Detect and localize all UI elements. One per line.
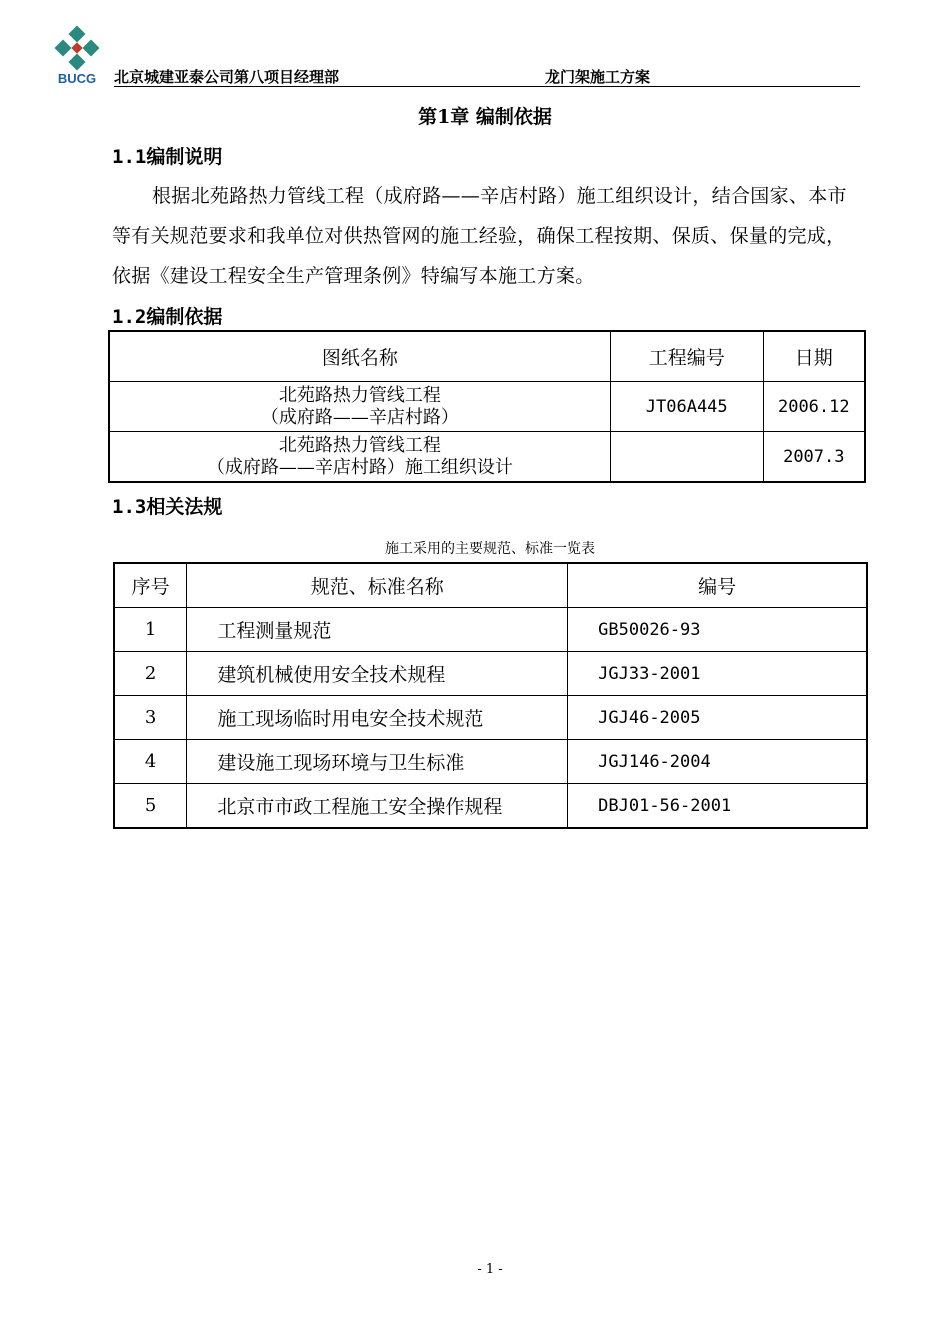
header-cell: 日期 <box>763 331 865 382</box>
page-header <box>52 26 860 88</box>
standard-name-cell: 建筑机械使用安全技术规程 <box>187 652 568 696</box>
standard-code-cell: DBJ01-56-2001 <box>568 784 867 829</box>
header-cell: 图纸名称 <box>109 331 610 382</box>
section-number: 1.3 <box>112 496 147 518</box>
section-number: 1.1 <box>112 146 147 168</box>
header-cell: 序号 <box>114 563 187 608</box>
section-number: 1.2 <box>112 306 147 328</box>
standard-code-cell: JGJ46-2005 <box>568 696 867 740</box>
drawing-name-line: （成府路——辛店村路）施工组织设计 <box>206 456 513 478</box>
drawing-name-line: 北苑路热力管线工程 <box>278 384 441 406</box>
table-row <box>114 608 867 652</box>
table-row <box>109 382 865 432</box>
row-number-cell: 2 <box>114 652 187 696</box>
bucg-logo <box>52 26 102 86</box>
header-divider <box>114 86 860 87</box>
table-header-row <box>114 563 867 608</box>
row-number-cell: 4 <box>114 740 187 784</box>
table-header-row <box>109 331 865 382</box>
date-cell: 2006.12 <box>763 382 865 432</box>
section-heading-1-3 <box>112 492 222 519</box>
section-title: 编制依据 <box>146 306 223 328</box>
standard-code-cell: JGJ33-2001 <box>568 652 867 696</box>
document-title: 龙门架施工方案 <box>545 68 651 86</box>
header-cell: 工程编号 <box>610 331 763 382</box>
row-number-cell: 1 <box>114 608 187 652</box>
regulations-table-caption: 施工采用的主要规范、标准一览表 <box>385 541 595 557</box>
standard-name-cell: 施工现场临时用电安全技术规范 <box>187 696 568 740</box>
project-code-cell: JT06A445 <box>610 382 763 432</box>
table-row <box>109 432 865 483</box>
date-cell: 2007.3 <box>763 432 865 483</box>
project-code-cell <box>610 432 763 483</box>
basis-table <box>108 330 866 483</box>
section-title: 相关法规 <box>146 496 223 518</box>
table-row <box>114 652 867 696</box>
standard-code-cell: GB50026-93 <box>568 608 867 652</box>
drawing-name-line: （成府路——辛店村路） <box>260 406 459 428</box>
drawing-name-line: 北苑路热力管线工程 <box>278 434 441 456</box>
chapter-title: 第1章 编制依据 <box>418 106 552 128</box>
table-row <box>114 740 867 784</box>
header-cell: 编号 <box>568 563 867 608</box>
table-row <box>114 696 867 740</box>
drawing-name-cell <box>109 432 610 483</box>
logo-text: BUCG <box>57 71 97 86</box>
row-number-cell: 5 <box>114 784 187 829</box>
standard-name-cell: 建设施工现场环境与卫生标准 <box>187 740 568 784</box>
section-heading-1-2 <box>112 302 222 329</box>
standard-code-cell: JGJ146-2004 <box>568 740 867 784</box>
header-cell: 规范、标准名称 <box>187 563 568 608</box>
standard-name-cell: 北京市市政工程施工安全操作规程 <box>187 784 568 829</box>
section-title: 编制说明 <box>146 146 223 168</box>
row-number-cell: 3 <box>114 696 187 740</box>
intro-paragraph: 根据北苑路热力管线工程（成府路——辛店村路）施工组织设计，结合国家、本市等有关规范要求和我单位对供热管网的施工经验，确保工程按期、保质、保量的完成，依据《建设工程安全生产管理条例》特编写本施工方案。 <box>112 185 847 287</box>
drawing-name-cell <box>109 382 610 432</box>
section-heading-1-1 <box>112 142 222 169</box>
standard-name-cell: 工程测量规范 <box>187 608 568 652</box>
organization-name: 北京城建亚泰公司第八项目经理部 <box>114 68 340 86</box>
regulations-table <box>113 562 868 829</box>
page-number: - 1 - <box>477 1262 503 1277</box>
table-row <box>114 784 867 829</box>
